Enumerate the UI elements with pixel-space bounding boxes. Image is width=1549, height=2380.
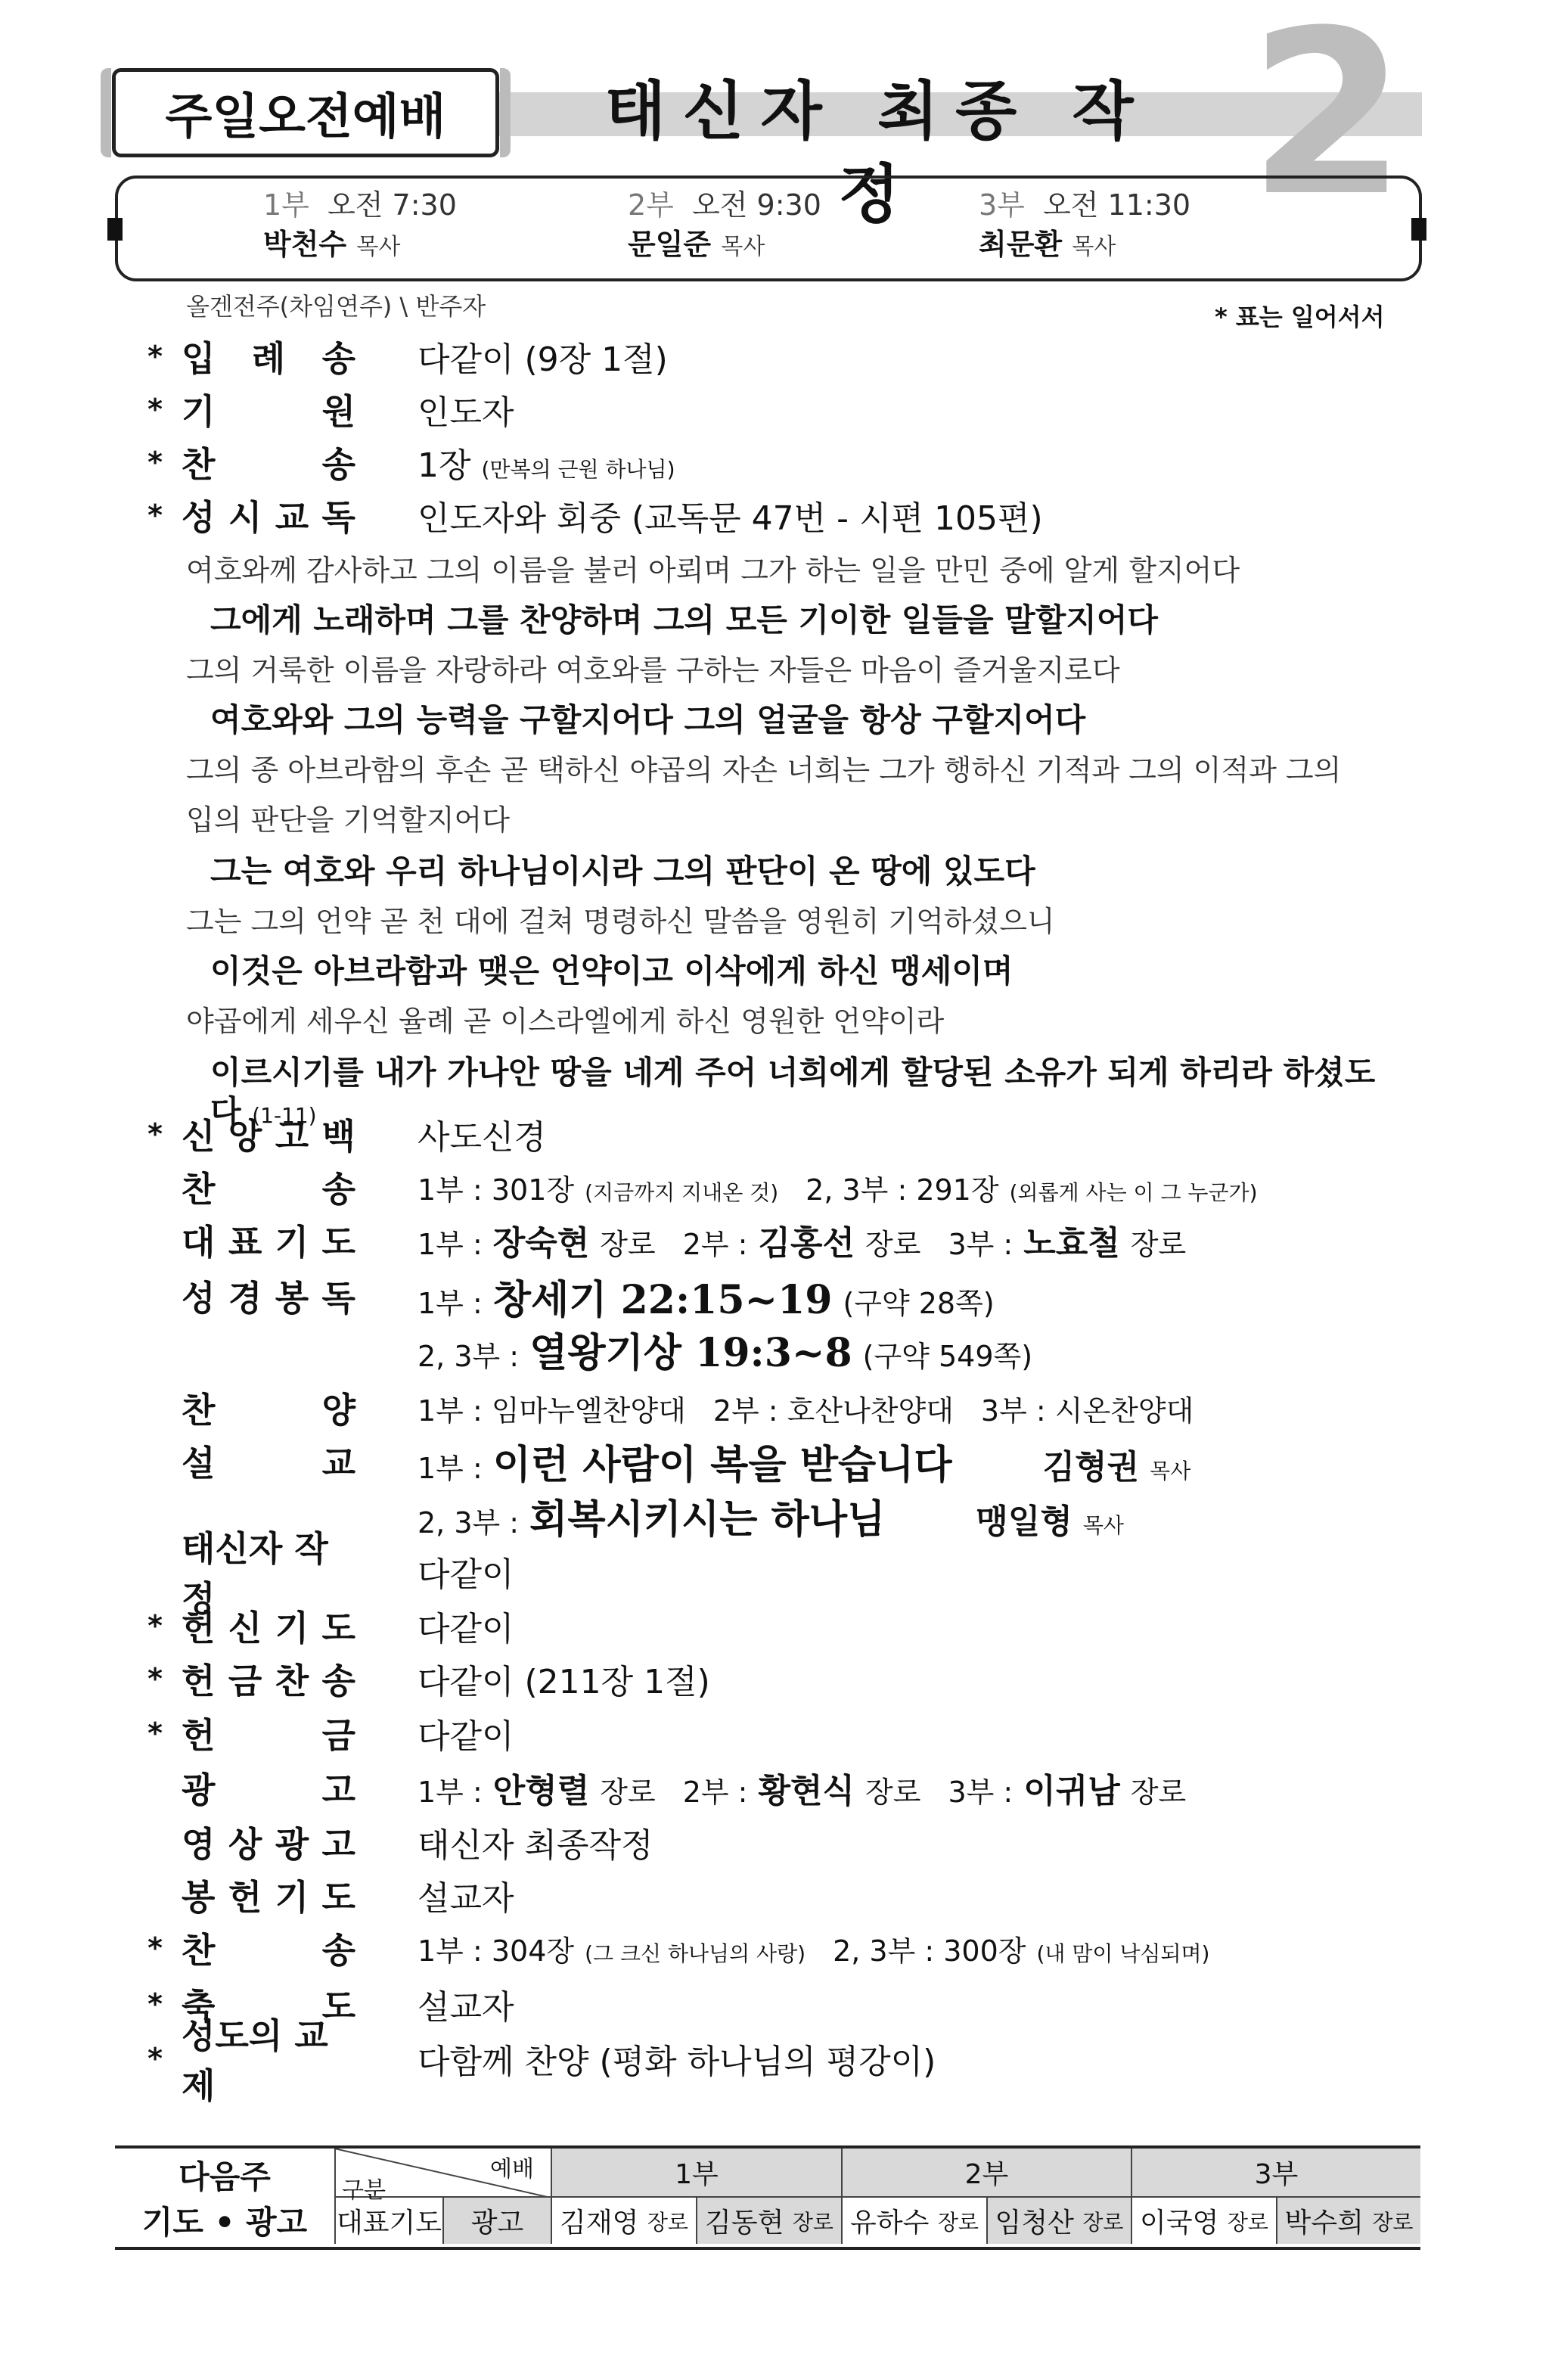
order-label: 찬 양 [182,1390,355,1431]
order-label: 신 앙 고 백 [182,1116,355,1157]
table-cell: 김재영 장로 [551,2198,696,2244]
header-category: 구분 [342,2177,386,2204]
table-cell: 임청산 장로 [986,2198,1131,2244]
order-offertory-prayer: 봉 헌 기 도 설교자 [129,1869,1384,1922]
order-label: 헌 금 찬 송 [182,1661,355,1701]
page-title: 태신자 최종 작정 [604,74,1150,231]
next-week-table [115,2145,1420,2244]
order-fellowship: * 성도의 교제 다함께 찬양 (평화 하나님의 평강이) [129,2032,1384,2085]
order-hymn-1: * 찬 송 1장 (만복의 근원 하나님) [129,436,1384,489]
order-label: 헌 신 기 도 [182,1608,355,1648]
cell-announce: 광고 [442,2198,551,2244]
service-time-3: 3부 오전 11:30 최문환 목사 [979,188,1191,261]
page-number: 2 [1248,0,1407,246]
order-prayer: 대 표 기 도 1부 : 장숙현 장로 2부 : 김홍선 장로 3부 : 노효철 장로 [129,1213,1384,1266]
reading-line: 그의 종 아브라함의 후손 곧 택하신 야곱의 자손 너희는 그가 행하신 기적과 그의 이적과 그의 [186,753,1342,787]
cell-prayer: 대표기도 [334,2198,442,2244]
order-label: 찬 송 [182,1169,355,1210]
order-offering-hymn: * 헌 금 찬 송 다같이 (211장 1절) [129,1652,1384,1705]
reading-line: 여호와와 그의 능력을 구할지어다 그의 얼굴을 항상 구할지어다 [210,701,1086,738]
reading-line: 그의 거룩한 이름을 자랑하라 여호와를 구하는 자들은 마음이 즐거울지로다 [186,654,1120,687]
order-label: 찬 송 [182,1930,355,1971]
order-choir: 찬 양 1부 : 임마누엘찬양대 2부 : 호산나찬양대 3부 : 시온찬양대 [129,1381,1384,1434]
header-service: 예배 [490,2156,534,2183]
order-dedication-prayer: * 헌 신 기 도 다같이 [129,1599,1384,1652]
stand-note: * 표는 일어서서 [1215,303,1385,331]
order-label: 헌 금 [182,1715,355,1756]
order-label: 축 도 [182,1986,355,2027]
header-part-1: 1부 [551,2149,841,2198]
reading-line: 그는 여호와 우리 하나님이시라 그의 판단이 온 땅에 있도다 [210,853,1035,890]
order-video-announcement: 영 상 광 고 태신자 최종작정 [129,1816,1384,1869]
header-part-2: 2부 [841,2149,1131,2198]
pastor-name: 문일준 [628,228,712,261]
reading-line: 야곱에게 세우신 율례 곧 이스라엘에게 하신 영원한 언약이라 [186,1005,945,1038]
reading-line: 여호와께 감사하고 그의 이름을 불러 아뢰며 그가 하는 일을 만민 중에 알게 할지어다 [186,554,1240,587]
order-responsive-reading: * 성 시 교 독 인도자와 회중 (교독문 47번 - 시편 105편) [129,489,1384,542]
order-invocation: * 기 원 인도자 [129,383,1384,436]
order-label: 성도의 교제 [182,2015,328,2106]
service-label: 주일오전예배 [112,68,499,157]
table-cell: 유하수 장로 [841,2198,986,2244]
order-label: 광 고 [182,1769,355,1810]
order-announcements: 광 고 1부 : 안형렬 장로 2부 : 황현식 장로 3부 : 이귀남 장로 [129,1761,1384,1814]
order-commitment: 태신자 작정 다같이 [129,1545,1384,1598]
order-label: 태신자 작정 [182,1528,328,1619]
order-label: 대 표 기 도 [182,1222,355,1263]
order-label: 성 시 교 독 [182,497,355,538]
order-hymn-3: * 찬 송 1부 : 304장 (그 크신 하나님의 사랑) 2, 3부 : 300장 (내 맘이 낙심되며) [129,1922,1384,1975]
order-label: 찬 송 [182,444,355,485]
order-scripture-2: 2, 3부 : 열왕기상 19:3~8 (구약 549쪽) [418,1329,1033,1376]
reading-line: 이르시기를 내가 가나안 땅을 네게 주어 너희에게 할당된 소유가 되게 하리라 하셨도다 (1-11) [210,1054,1376,1130]
order-label: 설 교 [182,1443,355,1484]
order-sermon-1: 설 교 1부 : 이런 사람이 복을 받습니다 김형권 목사 [129,1434,1384,1487]
reading-line: 이것은 아브라함과 맺은 언약이고 이삭에게 하신 맹세이며 [210,952,1014,990]
order-scripture-1: 성 경 봉 독 1부 : 창세기 22:15~19 (구약 28쪽) [129,1269,1384,1322]
reading-line: 그에게 노래하며 그를 찬양하며 그의 모든 기이한 일들을 말할지어다 [210,601,1158,638]
order-sermon-2: 2, 3부 : 회복시키시는 하나님 맹일형 목사 [418,1496,1124,1543]
header-part-3: 3부 [1131,2149,1420,2198]
table-cell: 김동현 장로 [696,2198,841,2244]
table-cell: 박수희 장로 [1276,2198,1420,2244]
box-marker-left [107,218,123,241]
order-label: 성 경 봉 독 [182,1278,355,1319]
order-creed: * 신 앙 고 백 사도신경 [129,1108,1384,1160]
reading-line: 그는 그의 언약 곧 천 대에 걸쳐 명령하신 말씀을 영원히 기억하셨으니 [186,905,1055,938]
order-label: 영 상 광 고 [182,1824,355,1865]
table-cell: 이국영 장로 [1131,2198,1276,2244]
pastor-name: 최문환 [979,228,1063,261]
pastor-name: 박천수 [263,228,347,261]
order-hymn-2: 찬 송 1부 : 301장 (지금까지 지내온 것) 2, 3부 : 291장 (외롭게 사는 이 그 누군가) [129,1160,1384,1213]
order-label: 기 원 [182,391,355,432]
prelude: 올겐전주(차임연주) \ 반주자 [186,292,486,321]
order-processional: * 입 례 송 다같이 (9장 1절) [129,330,1384,383]
reading-line: 입의 판단을 기억할지어다 [186,803,510,837]
service-time-2: 2부 오전 9:30 문일준 목사 [628,188,821,261]
order-label: 봉 헌 기 도 [182,1877,355,1918]
order-benediction: * 축 도 설교자 [129,1978,1384,2030]
order-label: 입 례 송 [182,338,355,379]
box-marker-right [1411,218,1426,241]
service-time-1: 1부 오전 7:30 박천수 목사 [263,188,457,261]
next-week-label: 다음주 기도 • 광고 [141,2158,308,2241]
order-offering: * 헌 금 다같이 [129,1707,1384,1760]
